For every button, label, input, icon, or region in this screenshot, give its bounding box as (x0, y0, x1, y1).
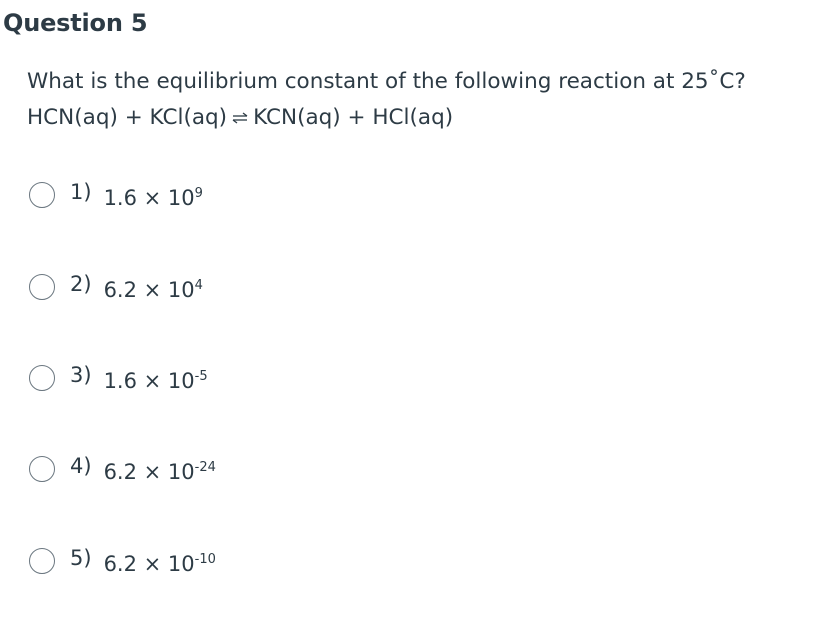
answer-option-5[interactable] (29, 541, 216, 581)
option-value (104, 278, 203, 302)
option-mantissa: 1.6 × 10 (103, 186, 195, 210)
option-exponent: -10 (194, 552, 216, 567)
option-number: 5) (70, 546, 92, 570)
option-value (104, 369, 208, 393)
option-value (104, 460, 216, 484)
radio-button-icon[interactable] (29, 365, 55, 391)
prompt-text: What is the equilibrium constant of the following reaction at 25˚C? (27, 69, 746, 94)
option-value (104, 186, 203, 210)
option-number: 4) (70, 454, 92, 478)
option-value (104, 552, 216, 576)
option-number: 1) (70, 180, 92, 204)
option-number: 3) (70, 363, 92, 387)
option-mantissa: 6.2 × 10 (103, 278, 195, 302)
question-title: Question 5 (3, 9, 148, 37)
radio-button-icon[interactable] (29, 274, 55, 300)
reaction-reactants: HCN(aq) + KCl(aq) (27, 105, 228, 130)
option-exponent: -5 (194, 369, 208, 384)
radio-button-icon[interactable] (29, 456, 55, 482)
option-mantissa: 6.2 × 10 (103, 552, 195, 576)
question-prompt (27, 64, 746, 136)
option-mantissa: 1.6 × 10 (103, 369, 195, 393)
answer-option-3[interactable] (29, 358, 208, 398)
option-exponent: 9 (194, 186, 203, 201)
reaction-products: KCN(aq) + HCl(aq) (253, 105, 454, 130)
equilibrium-arrows-icon (229, 110, 251, 126)
answer-option-1[interactable] (29, 175, 203, 215)
radio-button-icon[interactable] (29, 182, 55, 208)
option-exponent: -24 (194, 460, 216, 475)
option-mantissa: 6.2 × 10 (103, 460, 195, 484)
option-number: 2) (70, 272, 92, 296)
option-exponent: 4 (194, 278, 203, 293)
radio-button-icon[interactable] (29, 548, 55, 574)
answer-option-4[interactable] (29, 449, 216, 489)
reaction-equation (27, 100, 746, 136)
answer-option-2[interactable] (29, 267, 203, 307)
